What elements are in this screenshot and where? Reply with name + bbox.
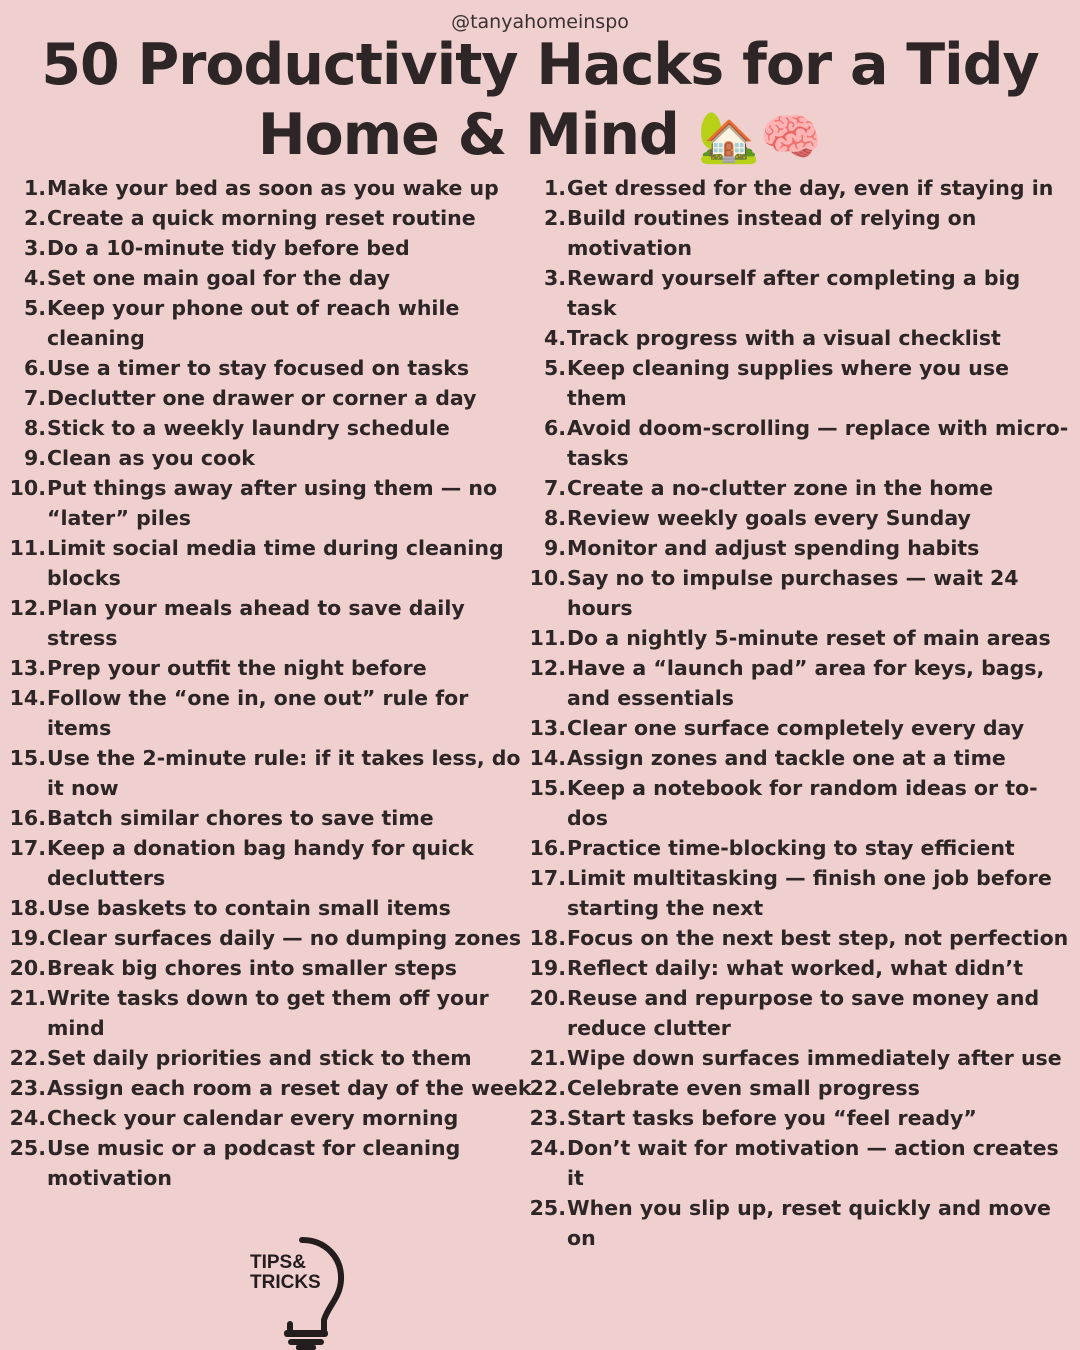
item-number: 24. [9, 1106, 46, 1130]
item-text: Plan your meals ahead to save daily stress [47, 596, 465, 650]
list-item [0, 953, 535, 983]
item-number: 1. [23, 176, 46, 200]
item-number: 21. [9, 986, 46, 1010]
item-number: 25. [529, 1196, 566, 1220]
item-text: Monitor and adjust spending habits [567, 536, 980, 560]
item-text: Set one main goal for the day [47, 266, 390, 290]
item-text: Do a 10-minute tidy before bed [47, 236, 410, 260]
item-number: 17. [529, 866, 566, 890]
list-item [520, 1073, 1075, 1103]
item-text: Keep a notebook for random ideas or to-dos [567, 776, 1038, 830]
item-number: 13. [529, 716, 566, 740]
item-number: 11. [9, 536, 46, 560]
list-item [0, 203, 535, 233]
author-handle: @tanyahomeinspo [451, 11, 629, 33]
list-item [0, 923, 535, 953]
list-item [520, 323, 1075, 353]
list-item [0, 173, 535, 203]
list-item [0, 983, 535, 1043]
item-text: Don’t wait for motivation — action creates it [567, 1136, 1059, 1190]
item-text: Reward yourself after completing a big task [567, 266, 1021, 320]
item-number: 6. [543, 416, 566, 440]
list-item [0, 593, 535, 653]
list-item [0, 263, 535, 293]
item-number: 12. [529, 656, 566, 680]
list-item [520, 203, 1075, 263]
list-item [0, 353, 535, 383]
list-item [520, 1103, 1075, 1133]
item-text: Keep a donation bag handy for quick declutters [47, 836, 474, 890]
page-title [0, 30, 1080, 172]
item-text: Avoid doom-scrolling — replace with micro-tasks [567, 416, 1069, 470]
list-item [0, 473, 535, 533]
item-number: 6. [23, 356, 46, 380]
item-number: 3. [23, 236, 46, 260]
list-item [0, 293, 535, 353]
item-text: Limit social media time during cleaning blocks [47, 536, 504, 590]
item-number: 4. [543, 326, 566, 350]
item-text: Reuse and repurpose to save money and reduce clutter [567, 986, 1040, 1040]
item-number: 1. [543, 176, 566, 200]
list-item [520, 953, 1075, 983]
list-item [520, 923, 1075, 953]
item-text: Batch similar chores to save time [47, 806, 434, 830]
list-item [520, 833, 1075, 863]
item-number: 18. [529, 926, 566, 950]
item-text: Use baskets to contain small items [47, 896, 451, 920]
item-number: 8. [23, 416, 46, 440]
list-item [0, 383, 535, 413]
item-text: Assign each room a reset day of the week [47, 1076, 532, 1100]
item-number: 21. [529, 1046, 566, 1070]
house-brain-emoji: 🏡🧠 [697, 108, 823, 166]
item-text: Put things away after using them — no “later” piles [47, 476, 498, 530]
item-number: 23. [9, 1076, 46, 1100]
item-text: Say no to impulse purchases — wait 24 hours [567, 566, 1019, 620]
item-number: 12. [9, 596, 46, 620]
list-item [0, 413, 535, 443]
list-item [0, 1133, 535, 1193]
list-item [520, 473, 1075, 503]
list-item [520, 1043, 1075, 1073]
item-text: Track progress with a visual checklist [567, 326, 1001, 350]
list-item [520, 1133, 1075, 1193]
item-text: Stick to a weekly laundry schedule [47, 416, 450, 440]
item-text: Use the 2-minute rule: if it takes less, do it now [47, 746, 521, 800]
item-text: Limit multitasking — finish one job before starting the next [567, 866, 1052, 920]
list-item [520, 173, 1075, 203]
list-item [0, 803, 535, 833]
item-text: Keep cleaning supplies where you use them [567, 356, 1009, 410]
item-text: Break big chores into smaller steps [47, 956, 457, 980]
lightbulb-icon [246, 1232, 356, 1350]
item-text: Have a “launch pad” area for keys, bags, and essentials [567, 656, 1045, 710]
list-item [520, 653, 1075, 713]
item-number: 2. [23, 206, 46, 230]
list-item [0, 533, 535, 593]
item-text: Write tasks down to get them off your mind [47, 986, 489, 1040]
item-number: 18. [9, 896, 46, 920]
item-text: Check your calendar every morning [47, 1106, 459, 1130]
item-number: 10. [9, 476, 46, 500]
item-text: Set daily priorities and stick to them [47, 1046, 472, 1070]
item-number: 20. [9, 956, 46, 980]
item-number: 19. [529, 956, 566, 980]
list-item [0, 1043, 535, 1073]
item-number: 5. [23, 296, 46, 320]
item-text: Assign zones and tackle one at a time [567, 746, 1006, 770]
item-number: 9. [543, 536, 566, 560]
list-item [520, 983, 1075, 1043]
item-number: 15. [529, 776, 566, 800]
item-number: 25. [9, 1136, 46, 1160]
logo-text-line-1: TIPS& [250, 1252, 306, 1273]
list-item [520, 533, 1075, 563]
item-text: Keep your phone out of reach while cleaning [47, 296, 460, 350]
list-item [520, 563, 1075, 623]
item-number: 13. [9, 656, 46, 680]
list-item [520, 413, 1075, 473]
item-text: Create a no-clutter zone in the home [567, 476, 994, 500]
item-number: 16. [529, 836, 566, 860]
item-text: Make your bed as soon as you wake up [47, 176, 499, 200]
list-item [520, 353, 1075, 413]
item-number: 15. [9, 746, 46, 770]
item-text: Review weekly goals every Sunday [567, 506, 971, 530]
left-hack-list [0, 173, 535, 1193]
item-number: 4. [23, 266, 46, 290]
list-item [0, 833, 535, 893]
item-number: 22. [529, 1076, 566, 1100]
item-text: Follow the “one in, one out” rule for items [47, 686, 469, 740]
item-text: Wipe down surfaces immediately after use [567, 1046, 1062, 1070]
right-hack-list [520, 173, 1075, 1253]
item-text: Create a quick morning reset routine [47, 206, 476, 230]
item-text: Reflect daily: what worked, what didn’t [567, 956, 1024, 980]
item-text: Prep your outfit the night before [47, 656, 427, 680]
item-text: When you slip up, reset quickly and move on [567, 1196, 1051, 1250]
logo-text-line-2: TRICKS [250, 1272, 321, 1293]
list-item [0, 233, 535, 263]
item-number: 20. [529, 986, 566, 1010]
item-text: Start tasks before you “feel ready” [567, 1106, 977, 1130]
item-number: 24. [529, 1136, 566, 1160]
list-item [0, 1103, 535, 1133]
title-line-2: Home & Mind [257, 102, 679, 168]
item-number: 22. [9, 1046, 46, 1070]
item-text: Practice time-blocking to stay efficient [567, 836, 1015, 860]
item-text: Clear surfaces daily — no dumping zones [47, 926, 522, 950]
item-number: 9. [23, 446, 46, 470]
item-text: Celebrate even small progress [567, 1076, 920, 1100]
item-number: 7. [543, 476, 566, 500]
list-item [520, 263, 1075, 323]
item-number: 2. [543, 206, 566, 230]
item-number: 5. [543, 356, 566, 380]
item-text: Build routines instead of relying on motivation [567, 206, 977, 260]
item-text: Declutter one drawer or corner a day [47, 386, 477, 410]
item-number: 3. [543, 266, 566, 290]
item-number: 16. [9, 806, 46, 830]
item-number: 17. [9, 836, 46, 860]
item-number: 23. [529, 1106, 566, 1130]
list-item [520, 503, 1075, 533]
list-item [0, 893, 535, 923]
list-item [0, 683, 535, 743]
item-text: Do a nightly 5-minute reset of main areas [567, 626, 1051, 650]
list-item [0, 443, 535, 473]
item-text: Focus on the next best step, not perfection [567, 926, 1069, 950]
list-item [520, 773, 1075, 833]
title-line-1: 50 Productivity Hacks for a Tidy [41, 32, 1039, 98]
item-number: 14. [9, 686, 46, 710]
item-text: Clear one surface completely every day [567, 716, 1025, 740]
list-item [0, 743, 535, 803]
list-item [0, 653, 535, 683]
item-text: Get dressed for the day, even if staying in [567, 176, 1054, 200]
item-text: Use a timer to stay focused on tasks [47, 356, 470, 380]
list-item [0, 1073, 535, 1103]
item-number: 11. [529, 626, 566, 650]
item-number: 19. [9, 926, 46, 950]
item-number: 7. [23, 386, 46, 410]
item-number: 14. [529, 746, 566, 770]
list-item [520, 1193, 1075, 1253]
item-number: 10. [529, 566, 566, 590]
item-text: Use music or a podcast for cleaning motivation [47, 1136, 461, 1190]
list-item [520, 863, 1075, 923]
list-item [520, 743, 1075, 773]
item-text: Clean as you cook [47, 446, 255, 470]
list-item [520, 623, 1075, 653]
list-item [520, 713, 1075, 743]
item-number: 8. [543, 506, 566, 530]
